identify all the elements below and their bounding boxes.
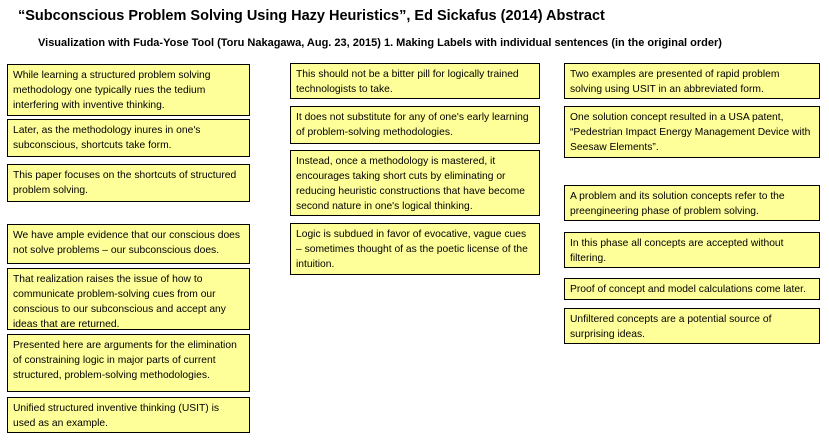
sentence-label[interactable]: In this phase all concepts are accepted without filtering.	[564, 232, 820, 268]
sentence-label[interactable]: We have ample evidence that our conscious does not solve problems – our subconscious does.	[7, 224, 250, 264]
sentence-label[interactable]: Instead, once a methodology is mastered, it encourages taking short cuts by eliminating or reducing heuristic constructions that have become second nature in one's logical thinking.	[290, 150, 540, 216]
sentence-label[interactable]: Later, as the methodology inures in one's subconscious, shortcuts take form.	[7, 119, 250, 157]
page-subtitle: Visualization with Fuda-Yose Tool (Toru Nakagawa, Aug. 23, 2015) 1. Making Labels with individual sentences (in the original order)	[38, 37, 722, 49]
sentence-label[interactable]: Logic is subdued in favor of evocative, vague cues – sometimes thought of as the poetic license of the intuition.	[290, 223, 540, 275]
sentence-label[interactable]: While learning a structured problem solving methodology one typically rues the tedium interfering with inventive thinking.	[7, 64, 250, 116]
page-title: “Subconscious Problem Solving Using Hazy Heuristics”, Ed Sickafus (2014) Abstract	[18, 8, 605, 24]
sentence-label[interactable]: It does not substitute for any of one's early learning of problem-solving methodologies.	[290, 106, 540, 144]
sentence-label[interactable]: This should not be a bitter pill for logically trained technologists to take.	[290, 63, 540, 99]
sentence-label[interactable]: Unified structured inventive thinking (USIT) is used as an example.	[7, 397, 250, 433]
sentence-label[interactable]: That realization raises the issue of how to communicate problem-solving cues from our conscious to our subconscious and accept any ideas that are returned.	[7, 268, 250, 330]
sentence-label[interactable]: A problem and its solution concepts refer to the preengineering phase of problem solving.	[564, 185, 820, 221]
sentence-label[interactable]: Presented here are arguments for the elimination of constraining logic in major parts of current structured, problem-solving methodologies.	[7, 334, 250, 392]
sentence-label[interactable]: This paper focuses on the shortcuts of structured problem solving.	[7, 164, 250, 202]
sentence-label[interactable]: Unfiltered concepts are a potential source of surprising ideas.	[564, 308, 820, 344]
sentence-label[interactable]: One solution concept resulted in a USA patent, “Pedestrian Impact Energy Management Device with Seesaw Elements”.	[564, 106, 820, 158]
sentence-label[interactable]: Two examples are presented of rapid problem solving using USIT in an abbreviated form.	[564, 63, 820, 99]
sentence-label[interactable]: Proof of concept and model calculations come later.	[564, 278, 820, 300]
